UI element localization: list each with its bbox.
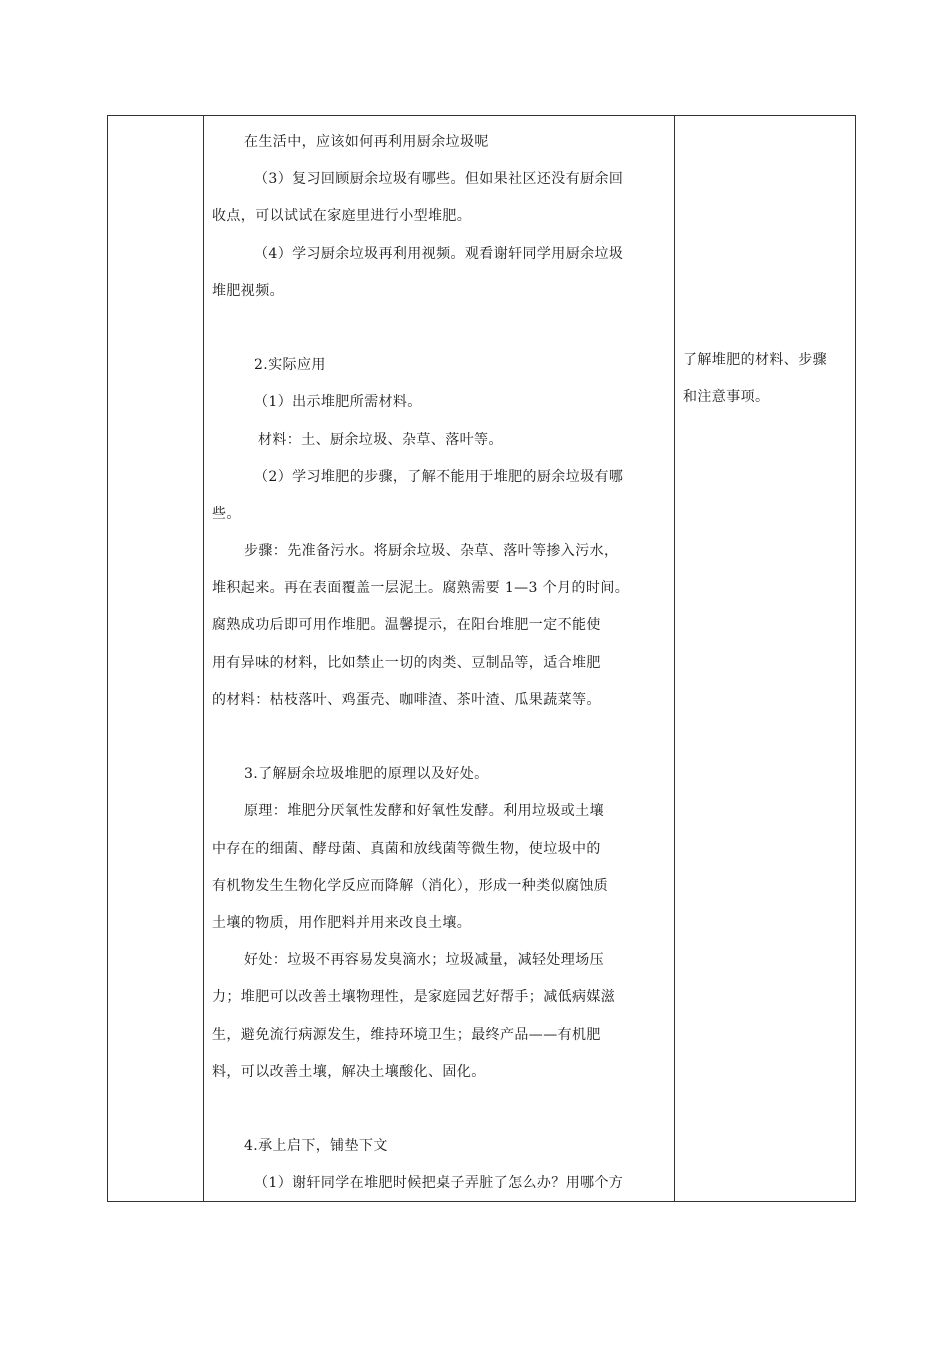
text-line: 有机物发生生物化学反应而降解（消化），形成一种类似腐蚀质 [212, 877, 609, 894]
text-line: 料，可以改善土壤，解决土壤酸化、固化。 [212, 1063, 486, 1080]
table-column-content [204, 116, 675, 1201]
text-line: 堆肥视频。 [212, 282, 284, 299]
text-line: （1）出示堆肥所需材料。 [254, 394, 422, 411]
text-line: 腐熟成功后即可用作堆肥。温馨提示，在阳台堆肥一定不能使 [212, 617, 601, 634]
text-line: （4）学习厨余垃圾再利用视频。观看谢轩同学用厨余垃圾 [254, 245, 624, 262]
blank-line [212, 719, 666, 756]
text-line: 收点，可以试试在家庭里进行小型堆肥。 [212, 208, 472, 225]
section-heading: 2.实际应用 [254, 357, 326, 374]
text-line: 好处：垃圾不再容易发臭滴水；垃圾减量，减轻处理场压 [244, 952, 604, 969]
text-line: 生，避免流行病源发生，维持环境卫生；最终产品——有机肥 [212, 1026, 601, 1043]
text-line: （2）学习堆肥的步骤，了解不能用于堆肥的厨余垃圾有哪 [254, 468, 624, 485]
table-column-left [108, 116, 204, 1201]
text-line: 堆积起来。再在表面覆盖一层泥土。腐熟需要 1—3 个月的时间。 [212, 580, 630, 597]
text-line: 些。 [212, 505, 241, 522]
text-line: 的材料：枯枝落叶、鸡蛋壳、咖啡渣、茶叶渣、瓜果蔬菜等。 [212, 691, 601, 708]
text-line: 材料：土、厨余垃圾、杂草、落叶等。 [258, 431, 503, 448]
text-line: 在生活中，应该如何再利用厨余垃圾呢 [244, 134, 489, 150]
text-line: 步骤：先准备污水。将厨余垃圾、杂草、落叶等掺入污水， [244, 543, 619, 560]
text-line: （3）复习回顾厨余垃圾有哪些。但如果社区还没有厨余回 [254, 171, 624, 188]
table-column-notes [675, 116, 855, 1201]
section-heading: 4.承上启下，铺垫下文 [244, 1138, 388, 1155]
section-heading: 3.了解厨余垃圾堆肥的原理以及好处。 [244, 766, 489, 783]
text-line: （1）谢轩同学在堆肥时候把桌子弄脏了怎么办？用哪个方 [254, 1175, 624, 1192]
teaching-goal-note [683, 342, 847, 416]
text-line: 原理：堆肥分厌氧性发酵和好氧性发酵。利用垃圾或土壤 [244, 803, 604, 820]
blank-line [212, 310, 666, 347]
blank-line [212, 1091, 666, 1128]
note-line: 和注意事项。 [683, 389, 770, 406]
text-line: 用有异味的材料，比如禁止一切的肉类、豆制品等，适合堆肥 [212, 654, 601, 671]
text-line: 土壤的物质，用作肥料并用来改良土壤。 [212, 914, 472, 931]
text-line: 力；堆肥可以改善土壤物理性，是家庭园艺好帮手；减低病媒滋 [212, 989, 616, 1006]
lesson-table [107, 115, 856, 1202]
note-line: 了解堆肥的材料、步骤 [683, 352, 827, 368]
text-line: 中存在的细菌、酵母菌、真菌和放线菌等微生物，使垃圾中的 [212, 840, 601, 857]
